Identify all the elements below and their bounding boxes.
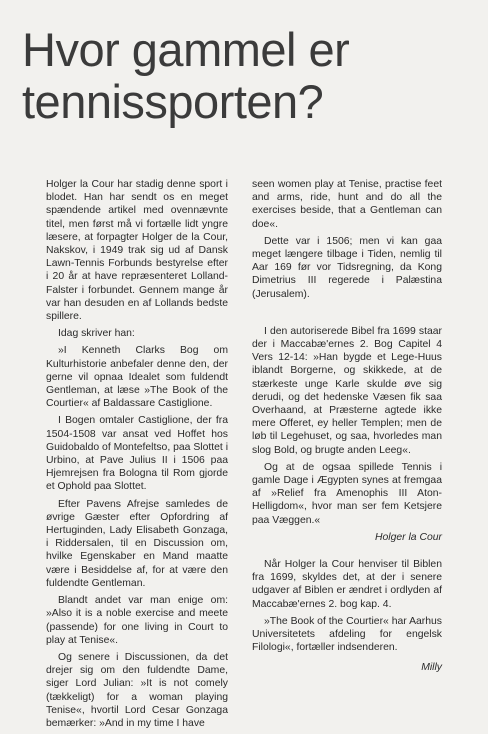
paragraph: seen women play at Tenise, practise feet and arms, ride, hunt and do all the exercises beside, that a Gentleman can doe«. xyxy=(252,179,442,230)
paragraph: Holger la Cour har stadig denne sport i blodet. Han har sendt os en meget spændende artikel med ovennævnte titel, men først må vi fortælle lidt yngre læsere, at forpagter Holger de la Cour, Nakskov, i 1949 trak sig ud af Dansk Lawn-Tennis Forbunds bestyrelse efter i 20 år at have repræsenteret Lolland-Falster i forbundet. Gennem mange år var han desuden en af Lollands bedste spillere. xyxy=(46,179,228,323)
paragraph: »I Kenneth Clarks Bog om Kulturhistorie anbefaler denne den, der gerne vil opnaa Idealet som fuldendt Gentleman, at læse »The Book of the Courtier« af Baldassare Castiglione. xyxy=(46,345,228,410)
article-title xyxy=(22,24,472,128)
paragraph: Og at de ogsaa spillede Tennis i gamle Dage i Ægypten synes at fremgaa af »Relief fra Amenophis III Aton-Helligdom«, hvor man ser fem Ketsjere paa Væggen.« xyxy=(252,461,442,526)
title-line-1: Hvor gammel er xyxy=(22,23,350,76)
paragraph: I den autoriserede Bibel fra 1699 staar der i Maccabæ'ernes 2. Bog Capitel 4 Vers 12-14: »Han bygde et Lege-Huus iblandt Borgerne, og skikkede, at de stærkeste unge Karle skulde øve sig derudi, og det hedenske Væsen fik saa Overhaand, at Præsterne agtede ikke mere Offeret, ey heller Templen; men de løb til Legehuset, og saa, hvorledes man slog Bold, og brugte anden Leeg«. xyxy=(252,325,442,456)
paragraph: Og senere i Discussionen, da det drejer sig om den fuldendte Dame, siger Lord Julian: »It is not comely (tækkeligt) for a woman playing Tenise«, hvortil Lord Cesar Gonzaga bemærker: »And in my time I have xyxy=(46,651,228,729)
paragraph: Når Holger la Cour henviser til Biblen fra 1699, skyldes det, at der i senere udgaver af Biblen er ændret i ordlyden af Maccabæ'ernes 2. bog kap. 4. xyxy=(252,559,442,610)
paragraph: Idag skriver han: xyxy=(58,328,135,340)
paragraph: »The Book of the Courtier« har Aarhus Universitetets afdeling for engelsk Filologi«, fortæller indsenderen. xyxy=(252,615,442,654)
right-column xyxy=(252,178,442,678)
left-column xyxy=(46,178,228,734)
paragraph: Dette var i 1506; men vi kan gaa meget længere tilbage i Tiden, nemlig til Aar 169 før vor Tidsregning, da Kong Dimetrius III regerede i Palæstina (Jerusalem). xyxy=(252,235,442,300)
paragraph: I Bogen omtaler Castiglione, der fra 1504-1508 var ansat ved Hoffet hos Guidobaldo of Montefeltso, paa Slottet i Urbino, at Pave Julius II i 1506 paa Hjemrejsen fra Bologna til Rom gjorde et Ophold paa Slottet. xyxy=(46,415,228,493)
author-signature: Holger la Cour xyxy=(375,531,442,543)
paragraph: Blandt andet var man enige om: »Also it is a noble exercise and meete (passende) for one living in Court to play at Tenise«. xyxy=(46,595,228,646)
title-line-2: tennissporten? xyxy=(22,75,324,128)
contributor-signature: Milly xyxy=(421,661,442,673)
paragraph: Efter Pavens Afrejse samledes de øvrige Gæster efter Opfordring af Hertuginden, Lady Elisabeth Gonzaga, i Riddersalen, til en Discussion om, hvilke Egenskaber en Mand maatte være i Besiddelse af, for at være den fuldendte Gentleman. xyxy=(46,498,228,589)
